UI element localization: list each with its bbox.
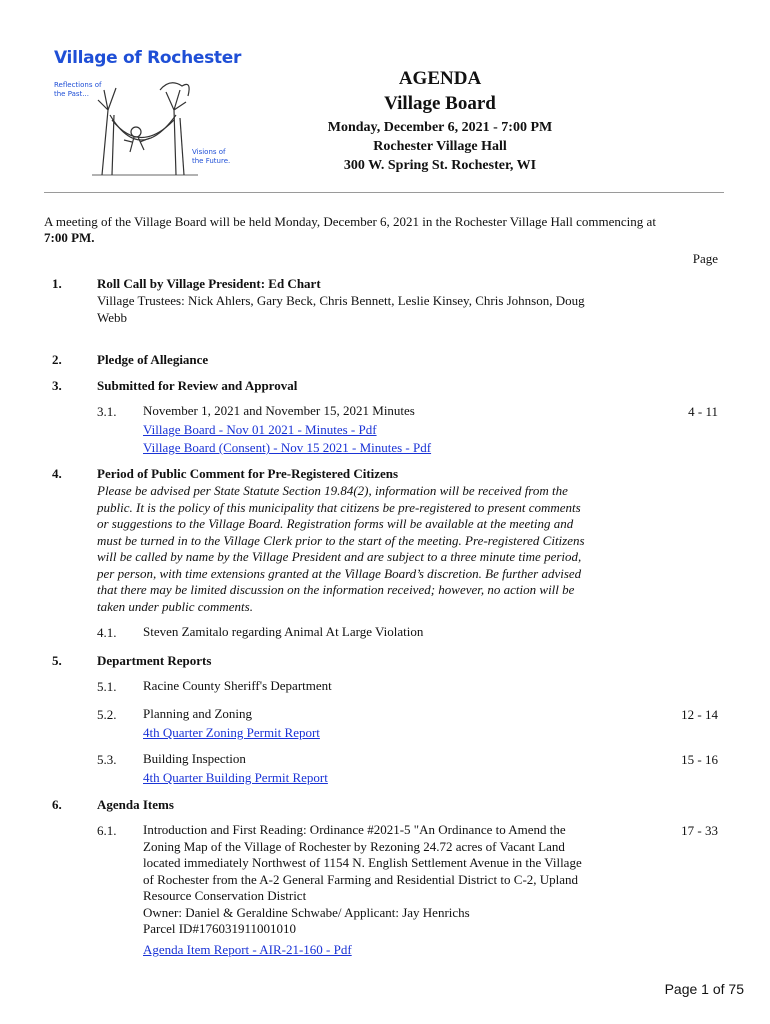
page-range: 12 - 14	[681, 707, 718, 722]
item-title-agenda-items: Agenda Items	[97, 797, 174, 812]
subitem-ordinance-text: Introduction and First Reading: Ordinance #2021-5 "An Ordinance to Amend the Zoning Map of the Village of Rochester by Rezoning 24.72 acres of Vacant Land located immediately Northwest of 1154 N. English Settlement Avenue in the Village of Rochester from the A-2 General Farming and Residential District to C-2, Upland Resource Conservation District Owner: Daniel & Geraldine Schwabe/ Applicant: Jay Henrichs Parcel ID#176031911001010	[143, 822, 582, 936]
subitem-title-building: Building Inspection	[143, 751, 246, 766]
link-zoning-report[interactable]: 4th Quarter Zoning Permit Report	[143, 725, 320, 740]
intro-time: 7:00 PM.	[44, 230, 95, 245]
item-number: 3.	[52, 378, 62, 393]
subitem-number: 5.3.	[97, 752, 117, 767]
page-number-footer: Page 1 of 75	[664, 981, 744, 997]
item-title-dept-reports: Department Reports	[97, 653, 212, 668]
page-range: 17 - 33	[681, 823, 718, 838]
page-range: 15 - 16	[681, 752, 718, 767]
item-title-public-comment: Period of Public Comment for Pre-Registered Citizens	[97, 466, 399, 481]
item-number: 6.	[52, 797, 62, 812]
meeting-location: Rochester Village Hall	[373, 139, 507, 154]
header-divider	[44, 192, 724, 193]
logo-tagline-left: Reflections of the Past...	[54, 81, 102, 98]
link-agenda-item-report[interactable]: Agenda Item Report - AIR-21-160 - Pdf	[143, 942, 352, 957]
subitem-number: 5.2.	[97, 707, 117, 722]
item-title-pledge: Pledge of Allegiance	[97, 352, 209, 367]
item-number: 5.	[52, 653, 62, 668]
board-heading: Village Board	[384, 93, 496, 114]
item-number: 2.	[52, 352, 62, 367]
agenda-heading: AGENDA	[398, 68, 482, 89]
subitem-number: 3.1.	[97, 404, 117, 419]
public-comment-notice: Please be advised per State Statute Section 19.84(2), information will be received from the public. It is the policy of this municipality that citizens be pre-registered to present comments or suggestions to the Village Board. Registration forms will be available at the meeting and must be turned in to the Village Clerk prior to the start of the meeting. Pre-registered Citizens will be called by name by the Village President and are subject to a three minute time period, per person, with time extensions granted at the Village Board’s discretion. Be further advised that there may be limited discussion on the information received; however, no action will be taken under public comments.	[97, 483, 585, 614]
meeting-date: Monday, December 6, 2021 - 7:00 PM	[327, 120, 553, 135]
subitem-number: 5.1.	[97, 679, 117, 694]
subitem-title-sheriff: Racine County Sheriff's Department	[143, 678, 332, 693]
logo-title: Village of Rochester	[54, 48, 242, 68]
item-number: 4.	[52, 466, 62, 481]
item-body-trustees: Village Trustees: Nick Ahlers, Gary Beck, Chris Bennett, Leslie Kinsey, Chris Johnson, Doug Webb	[97, 293, 585, 325]
item-title-review: Submitted for Review and Approval	[97, 378, 298, 393]
subitem-number: 4.1.	[97, 625, 117, 640]
item-title-roll-call: Roll Call by Village President: Ed Chart	[97, 276, 321, 291]
logo-tagline-right: Visions of the Future.	[192, 148, 231, 165]
page-column-label: Page	[692, 251, 718, 266]
subitem-title-minutes: November 1, 2021 and November 15, 2021 Minutes	[143, 403, 415, 418]
meeting-address: 300 W. Spring St. Rochester, WI	[343, 158, 537, 173]
page-range: 4 - 11	[688, 404, 718, 419]
subitem-number: 6.1.	[97, 823, 117, 838]
link-building-report[interactable]: 4th Quarter Building Permit Report	[143, 770, 328, 785]
item-number: 1.	[52, 276, 62, 291]
village-logo	[50, 48, 240, 178]
intro-paragraph: A meeting of the Village Board will be held Monday, December 6, 2021 in the Rochester Village Hall commencing at 7:00 PM.	[44, 214, 656, 245]
link-nov15-minutes[interactable]: Village Board (Consent) - Nov 15 2021 - Minutes - Pdf	[143, 440, 432, 455]
subitem-title-zamitalo: Steven Zamitalo regarding Animal At Large Violation	[143, 624, 424, 639]
subitem-title-planning: Planning and Zoning	[143, 706, 253, 721]
link-nov01-minutes[interactable]: Village Board - Nov 01 2021 - Minutes - Pdf	[143, 422, 377, 437]
hammock-tree-illustration	[90, 70, 200, 180]
